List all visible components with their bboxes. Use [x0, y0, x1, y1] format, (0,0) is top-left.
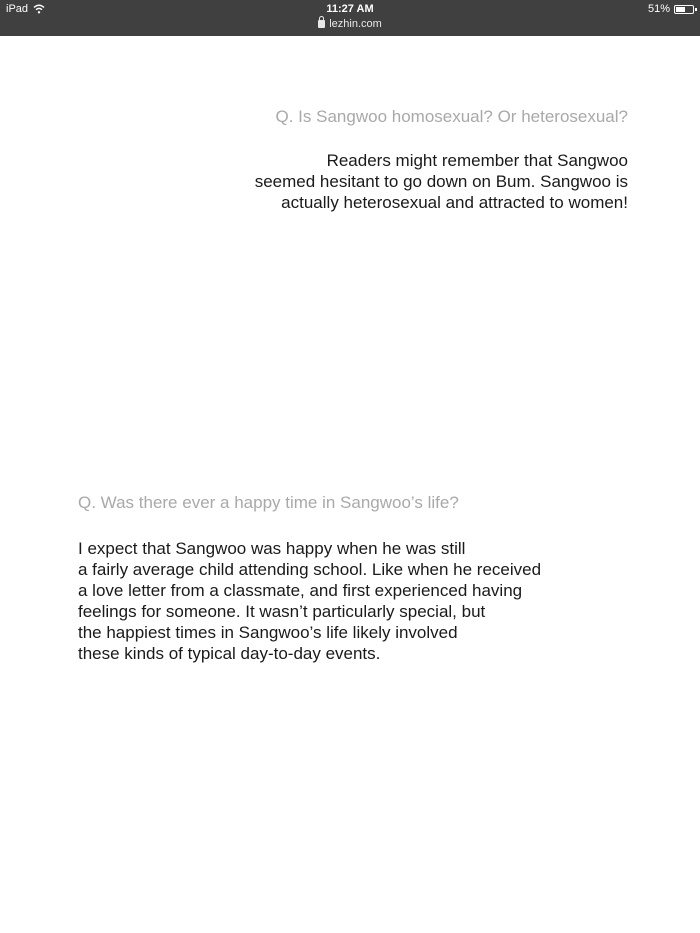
- battery-percent: 51%: [647, 3, 670, 15]
- answer-line: seemed hesitant to go down on Bum. Sangwoo is: [254, 172, 628, 191]
- battery-icon: [674, 5, 694, 14]
- answer-line: I expect that Sangwoo was happy when he was still: [78, 539, 466, 558]
- answer-happy-time: [78, 538, 541, 664]
- answer-line: Readers might remember that Sangwoo: [326, 151, 628, 170]
- answer-line: feelings for someone. It wasn’t particularly special, but: [78, 602, 486, 621]
- answer-sexuality: [255, 150, 628, 213]
- lock-icon: [318, 20, 325, 28]
- answer-line: the happiest times in Sangwoo’s life likely involved: [78, 623, 458, 642]
- answer-line: a fairly average child attending school. Like when he received: [78, 560, 542, 579]
- answer-line: these kinds of typical day-to-day events.: [78, 644, 381, 663]
- address-bar[interactable]: [0, 18, 700, 30]
- question-sexuality: Q. Is Sangwoo homosexual? Or heterosexual?: [275, 107, 628, 126]
- status-right: [648, 3, 694, 15]
- device-label: iPad: [6, 3, 29, 15]
- browser-status-bar: [0, 0, 700, 36]
- question-happy-time: Q. Was there ever a happy time in Sangwoo’s life?: [78, 493, 459, 512]
- status-time: 11:27 AM: [326, 3, 374, 15]
- url-text: lezhin.com: [329, 18, 382, 30]
- answer-line: actually heterosexual and attracted to women!: [281, 193, 628, 212]
- answer-line: a love letter from a classmate, and first experienced having: [78, 581, 523, 600]
